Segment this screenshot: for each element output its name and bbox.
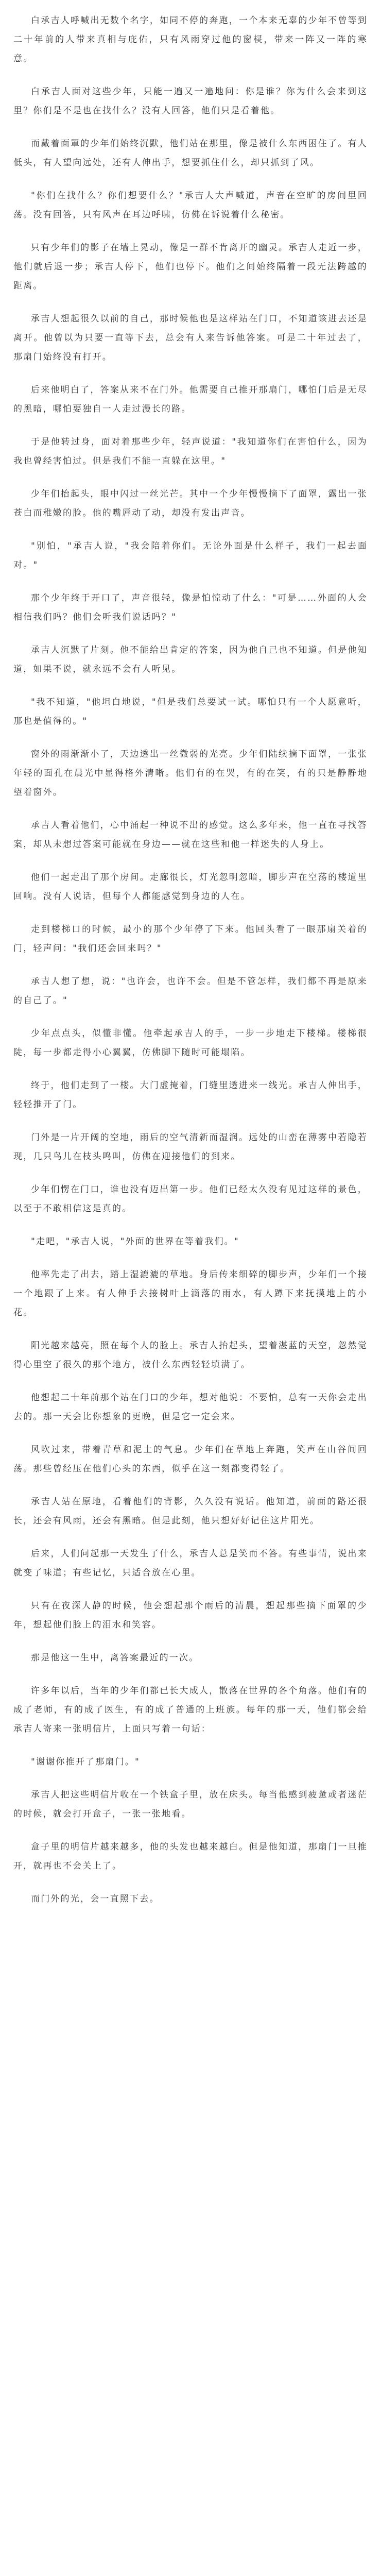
paragraph: 门外是一片开阔的空地，雨后的空气清新而湿润。远处的山峦在薄雾中若隐若现，几只鸟儿在枝头鸣叫，仿佛在迎接他们的到来。 <box>13 1132 368 1162</box>
paragraph: 而门外的光，会一直照下去。 <box>31 1894 160 1904</box>
paragraph: 承吉人想起很久以前的自己，那时候他也是这样站在门口，不知道该进去还是离开。他曾以为只要一直等下去，总会有人来告诉他答案。可是二十年过去了，那扇门始终没有打开。 <box>13 314 368 362</box>
paragraph: 盒子里的明信片越来越多，他的头发也越来越白。但是他知道，那扇门一旦推开，就再也不会关上了。 <box>13 1842 368 1871</box>
paragraph: 少年点点头，似懂非懂。他牵起承吉人的手，一步一步地走下楼梯。楼梯很陡，每一步都走得小心翼翼，仿佛脚下随时可能塌陷。 <box>13 1028 368 1058</box>
paragraph: 那是他这一生中，离答案最近的一次。 <box>31 1653 199 1663</box>
paragraph: 承吉人想了想，说："也许会，也许不会。但是不管怎样，我们都不再是原来的自己了。" <box>13 976 368 1006</box>
paragraph: 承吉人沉默了片刻。他不能给出肯定的答案，因为他自己也不知道。但是他知道，如果不说，就永远不会有人听见。 <box>13 645 368 674</box>
paragraph: 他想起二十年前那个站在门口的少年，想对他说：不要怕，总有一天你会走出去的。那一天会比你想象的更晚，但是它一定会来。 <box>13 1393 368 1422</box>
article-body <box>13 11 368 1909</box>
paragraph: 承吉人看着他们，心中涌起一种说不出的感觉。这么多年来，他一直在寻找答案，却从未想过答案可能就在身边——就在这些和他一样迷失的人身上。 <box>13 820 368 850</box>
paragraph: 后来，人们问起那一天发生了什么，承吉人总是笑而不答。有些事情，说出来就变了味道；有些记忆，只适合放在心里。 <box>13 1549 368 1578</box>
paragraph: 那个少年终于开口了，声音很轻，像是怕惊动了什么："可是……外面的人会相信我们吗？他们会听我们说话吗？" <box>13 593 368 622</box>
paragraph: 终于，他们走到了一楼。大门虚掩着，门缝里透进来一线光。承吉人伸出手，轻轻推开了门。 <box>13 1080 368 1110</box>
paragraph: "我不知道，"他坦白地说，"但是我们总要试一试。哪怕只有一个人愿意听，那也是值得的。" <box>13 697 368 726</box>
paragraph: "谢谢你推开了那扇门。" <box>31 1757 141 1767</box>
paragraph: "你们在找什么？你们想要什么？"承吉人大声喊道，声音在空旷的房间里回荡。没有回答，只有风声在耳边呼啸，仿佛在诉说着什么秘密。 <box>13 191 368 220</box>
paragraph: 少年们愣在门口，谁也没有迈出第一步。他们已经太久没有见过这样的景色，以至于不敢相信这是真的。 <box>13 1184 368 1214</box>
paragraph: 许多年以后，当年的少年们都已长大成人，散落在世界的各个角落。他们有的成了老师，有的成了医生，有的成了普通的上班族。每年的那一天，他们都会给承吉人寄来一张明信片，上面只写着一句话： <box>13 1686 368 1734</box>
paragraph: 走到楼梯口的时候，最小的那个少年停了下来。他回头看了一眼那扇关着的门，轻声问："我们还会回来吗？" <box>13 924 368 954</box>
paragraph: 只有在夜深人静的时候，他会想起那个雨后的清晨，想起那些摘下面罩的少年，想起他们脸上的泪水和笑容。 <box>13 1601 368 1630</box>
paragraph: 而戴着面罩的少年们始终沉默，他们站在那里，像是被什么东西困住了。有人低头，有人望向远处，还有人伸出手，想要抓住什么，却只抓到了风。 <box>13 139 368 168</box>
paragraph: 承吉人把这些明信片收在一个铁盒子里，放在床头。每当他感到疲惫或者迷茫的时候，就会打开盒子，一张一张地看。 <box>13 1790 368 1819</box>
paragraph: 他率先走了出去，踏上湿漉漉的草地。身后传来细碎的脚步声，少年们一个接一个地跟了上来。有人伸手去接树叶上滴落的雨水，有人蹲下来抚摸地上的小花。 <box>13 1269 368 1318</box>
paragraph: 后来他明白了，答案从来不在门外。他需要自己推开那扇门，哪怕门后是无尽的黑暗，哪怕要独自一人走过漫长的路。 <box>13 385 368 414</box>
paragraph: 于是他转过身，面对着那些少年，轻声说道："我知道你们在害怕什么，因为我也曾经害怕过。但是我们不能一直躲在这里。" <box>13 437 368 466</box>
paragraph: 只有少年们的影子在墙上晃动，像是一群不肯离开的幽灵。承吉人走近一步，他们就后退一步；承吉人停下，他们也停下。他们之间始终隔着一段无法跨越的距离。 <box>13 243 368 291</box>
paragraph: 阳光越来越亮，照在每个人的脸上。承吉人抬起头，望着湛蓝的天空，忽然觉得心里空了很久的那个地方，被什么东西轻轻填满了。 <box>13 1341 368 1370</box>
paragraph: 承吉人站在原地，看着他们的背影，久久没有说话。他知道，前面的路还很长，还会有风雨，还会有黑暗。但是此刻，他只想好好记住这片阳光。 <box>13 1497 368 1526</box>
paragraph: 白承吉人面对这些少年，只能一遍又一遍地问：你是谁？你为什么会来到这里？你们是不是也在找什么？没有人回答，他们只是看着他。 <box>13 87 368 116</box>
paragraph: 白承吉人呼喊出无数个名字，如同不停的奔跑，一个本来无辜的少年不曾等到二十年前的人带来真相与庇佑，只有风雨穿过他的窗棂，带来一阵又一阵的寒意。 <box>13 15 368 64</box>
paragraph: "别怕，"承吉人说，"我会陪着你们。无论外面是什么样子，我们一起去面对。" <box>13 541 368 570</box>
paragraph: "走吧，"承吉人说，"外面的世界在等着我们。" <box>31 1236 239 1247</box>
paragraph: 风吹过来，带着青草和泥土的气息。少年们在草地上奔跑，笑声在山谷间回荡。那些曾经压在他们心头的东西，似乎在这一刻都变得轻了。 <box>13 1445 368 1474</box>
paragraph: 他们一起走出了那个房间。走廊很长，灯光忽明忽暗，脚步声在空荡的楼道里回响。没有人说话，但每个人都能感觉到身边的人在。 <box>13 872 368 902</box>
paragraph: 少年们抬起头，眼中闪过一丝光芒。其中一个少年慢慢摘下了面罩，露出一张苍白而稚嫩的脸。他的嘴唇动了动，却没有发出声音。 <box>13 489 368 518</box>
paragraph: 窗外的雨渐渐小了，天边透出一丝微弱的光亮。少年们陆续摘下面罩，一张张年轻的面孔在晨光中显得格外清晰。他们有的在哭，有的在笑，有的只是静静地望着窗外。 <box>13 749 368 798</box>
